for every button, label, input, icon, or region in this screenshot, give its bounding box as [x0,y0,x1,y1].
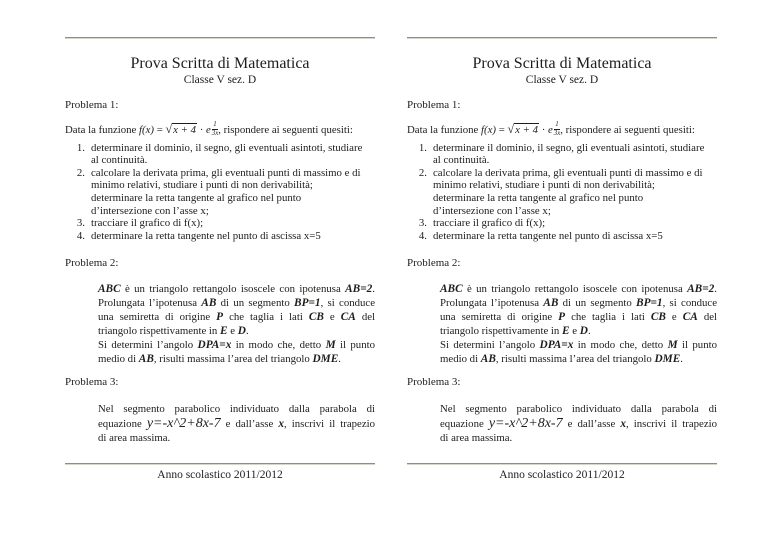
text-run: . [245,325,249,338]
text-run: . [680,353,683,366]
formula-equals: = [496,124,508,136]
text-run: di un segmento [558,297,637,310]
text-line: determinare la retta tangente nel punto di ascissa x=5 [91,229,321,242]
formula-dot: · [197,124,206,136]
math-term: AB [201,297,217,310]
text-line [98,296,375,310]
text-run: , si conduce [320,297,375,310]
sqrt-argument: x + 4 [515,124,538,136]
list-item-number: 1. [76,141,85,154]
text-run: . [714,283,717,296]
text-run: il punto [677,339,717,352]
math-term: M [325,339,336,352]
text-line: calcolare la derivata prima, gli eventuali punti di massimo e di [91,166,361,179]
math-term: ABC [440,283,463,296]
text-run: Prolungata l’ipotenusa [440,297,544,310]
text-line [440,417,717,431]
text-line [440,402,717,416]
text-run: triangolo rispettivamente in [440,325,563,338]
list-item [407,142,717,167]
text-line: minimo relativi, studiare i punti di non derivabilità; [91,179,313,192]
footer-text: Anno scolastico 2011/2012 [499,469,625,481]
math-term: E [220,325,228,338]
math-term: DME [654,353,681,366]
list-item-text [433,230,717,243]
problem-1-intro [65,112,375,138]
list-item [65,230,375,243]
problem-1-label: Problema 1: [407,99,461,111]
text-line: d’intersezione con l’asse x; [91,204,209,217]
text-run: in modo che, detto [573,339,668,352]
text-run: , risulti massima l’area del triangolo [153,353,313,366]
text-line: d’intersezione con l’asse x; [433,204,551,217]
list-item [65,217,375,230]
problem-1-list [407,142,717,243]
problem-3-paragraph [440,402,717,445]
text-line: determinare la retta tangente al grafico nel punto [91,192,302,204]
text-line [440,352,717,366]
fraction-numerator: 1 [555,121,559,128]
formula-lhs: f(x) [481,124,497,136]
intro-text-pre: Data la funzione [407,124,482,136]
problem-3-label: Problema 3: [407,376,461,389]
formula-base-e: e [548,124,553,136]
text-run: di un segmento [216,297,295,310]
math-term: CB [308,311,324,324]
intro-text-post: , rispondere ai seguenti quesiti: [560,124,695,136]
problem-2-paragraph [440,282,717,366]
text-line: al continuità. [91,154,148,167]
text-run: del [697,311,718,324]
math-term: AB [543,297,559,310]
text-line: al continuità. [433,154,490,167]
text-run: , risulti massima l’area del triangolo [495,353,655,366]
formula-radical [508,124,539,136]
list-item-number: 3. [76,217,85,230]
inline-formula: y=-x^2+8x-7 [146,415,221,431]
text-line [98,310,375,324]
problem-1-label: Problema 1: [65,99,119,111]
problem-2-label: Problema 2: [65,257,119,270]
list-item-text [91,230,375,243]
text-run: equazione [440,417,489,430]
inline-formula: y=-x^2+8x-7 [488,415,563,431]
math-term: x [278,417,284,430]
text-run: , inscrivi il trapezio [626,417,718,430]
fraction-denominator: 3x [553,129,561,137]
text-run: è un triangolo rettangolo isoscele con ipotenusa [120,283,346,296]
page-title: Prova Scritta di Matematica [472,55,652,72]
page-footer [407,463,717,482]
text-run: e dall’asse [220,417,279,430]
text-run: e [227,325,238,338]
math-term: CA [682,311,698,324]
text-line: determinare la retta tangente al grafico nel punto [433,192,644,204]
text-line [440,296,717,310]
text-run: e [323,311,341,324]
text-line [98,431,375,445]
math-term: BP=1 [294,297,321,310]
text-line [98,282,375,296]
page-subtitle: Classe V sez. D [525,74,599,86]
list-item [407,230,717,243]
math-term: DME [312,353,339,366]
text-run: . [372,283,375,296]
list-item-number: 1. [418,141,427,154]
list-item [407,167,717,217]
text-run: una semiretta di origine [440,311,559,324]
problem-1-list [65,142,375,243]
problem-2-paragraph [98,282,375,366]
list-item-number: 2. [76,166,85,179]
text-line [98,352,375,366]
list-item-number: 2. [418,166,427,179]
text-run: medio di [98,353,139,366]
text-run: del [355,311,376,324]
sqrt-argument: x + 4 [173,124,196,136]
list-item [65,167,375,217]
text-run: , si conduce [662,297,717,310]
text-run: . [587,325,591,338]
list-item-number: 4. [418,229,427,242]
list-item-text [433,167,717,217]
header-rule [65,37,375,38]
text-run: Si determini l’angolo [440,339,540,352]
text-run: in modo che, detto [231,339,326,352]
text-run: triangolo rispettivamente in [98,325,221,338]
text-line [98,324,375,338]
text-line: calcolare la derivata prima, gli eventuali punti di massimo e di [433,166,703,179]
page-footer [65,463,375,482]
text-line: determinare il dominio, il segno, gli eventuali asintoti, studiare [91,141,363,154]
math-term: DPA=x [539,339,574,352]
math-term: AB [480,353,496,366]
footer-rule [65,463,375,464]
list-item [407,217,717,230]
text-run: che taglia i lati [565,311,651,324]
text-line: minimo relativi, studiare i punti di non derivabilità; [433,179,655,192]
text-line: determinare la retta tangente nel punto di ascissa x=5 [433,229,663,242]
sqrt-sign: √ [165,122,173,136]
text-line [440,431,717,445]
sqrt-sign: √ [507,122,515,136]
math-term: CB [650,311,666,324]
formula-lhs: f(x) [139,124,155,136]
math-term: BP=1 [636,297,663,310]
problem-3-paragraph [98,402,375,445]
math-term: x [620,417,626,430]
text-line [440,338,717,352]
text-run: . [338,353,341,366]
text-run: il punto [335,339,375,352]
list-item-text [433,217,717,230]
problem-1-intro [407,112,717,138]
math-term: P [558,311,566,324]
text-run: che taglia i lati [223,311,309,324]
math-term: ABC [98,283,121,296]
formula-base-e: e [206,124,211,136]
problem-3-label: Problema 3: [65,376,119,389]
text-line [98,417,375,431]
math-term: DPA=x [197,339,232,352]
text-line [440,324,717,338]
math-term: M [667,339,678,352]
exam-sheet-right [407,0,717,543]
fraction-numerator: 1 [213,121,217,128]
text-run: Si determini l’angolo [98,339,198,352]
text-line: tracciare il grafico di f(x); [91,217,204,230]
text-run: di area massima. [98,431,171,444]
math-term: AB=2 [345,283,373,296]
text-run: Nel segmento parabolico individuato dalla parabola di [98,403,375,416]
text-line [440,310,717,324]
footer-text: Anno scolastico 2011/2012 [157,469,283,481]
math-term: D [237,325,246,338]
intro-text-pre: Data la funzione [65,124,140,136]
list-item [65,142,375,167]
math-term: E [562,325,570,338]
text-run: medio di [440,353,481,366]
header-rule [407,37,717,38]
math-term: AB [138,353,154,366]
formula-radical [166,124,197,136]
text-run: e dall’asse [562,417,621,430]
text-line [440,282,717,296]
text-run: e [569,325,580,338]
math-term: AB=2 [687,283,715,296]
text-run: è un triangolo rettangolo isoscele con ipotenusa [462,283,688,296]
math-term: D [579,325,588,338]
fraction-denominator: 3x [211,129,219,137]
math-term: CA [340,311,356,324]
problem-2-label: Problema 2: [407,257,461,270]
list-item-number: 3. [418,217,427,230]
math-term: P [216,311,224,324]
footer-rule [407,463,717,464]
text-run: una semiretta di origine [98,311,217,324]
list-item-number: 4. [76,229,85,242]
text-run: di area massima. [440,431,513,444]
text-run: equazione [98,417,147,430]
formula-equals: = [154,124,166,136]
text-run: , inscrivi il trapezio [284,417,376,430]
page-title: Prova Scritta di Matematica [130,55,310,72]
page-subtitle: Classe V sez. D [183,74,257,86]
intro-text-post: , rispondere ai seguenti quesiti: [218,124,353,136]
list-item-text [433,142,717,167]
exam-sheet-left [65,0,375,543]
list-item-text [91,167,375,217]
text-line [98,338,375,352]
text-line: determinare il dominio, il segno, gli eventuali asintoti, studiare [433,141,705,154]
list-item-text [91,142,375,167]
list-item-text [91,217,375,230]
formula-dot: · [539,124,548,136]
text-line [98,402,375,416]
text-run: Nel segmento parabolico individuato dalla parabola di [440,403,717,416]
text-run: e [665,311,683,324]
text-run: Prolungata l’ipotenusa [98,297,202,310]
text-line: tracciare il grafico di f(x); [433,217,546,230]
